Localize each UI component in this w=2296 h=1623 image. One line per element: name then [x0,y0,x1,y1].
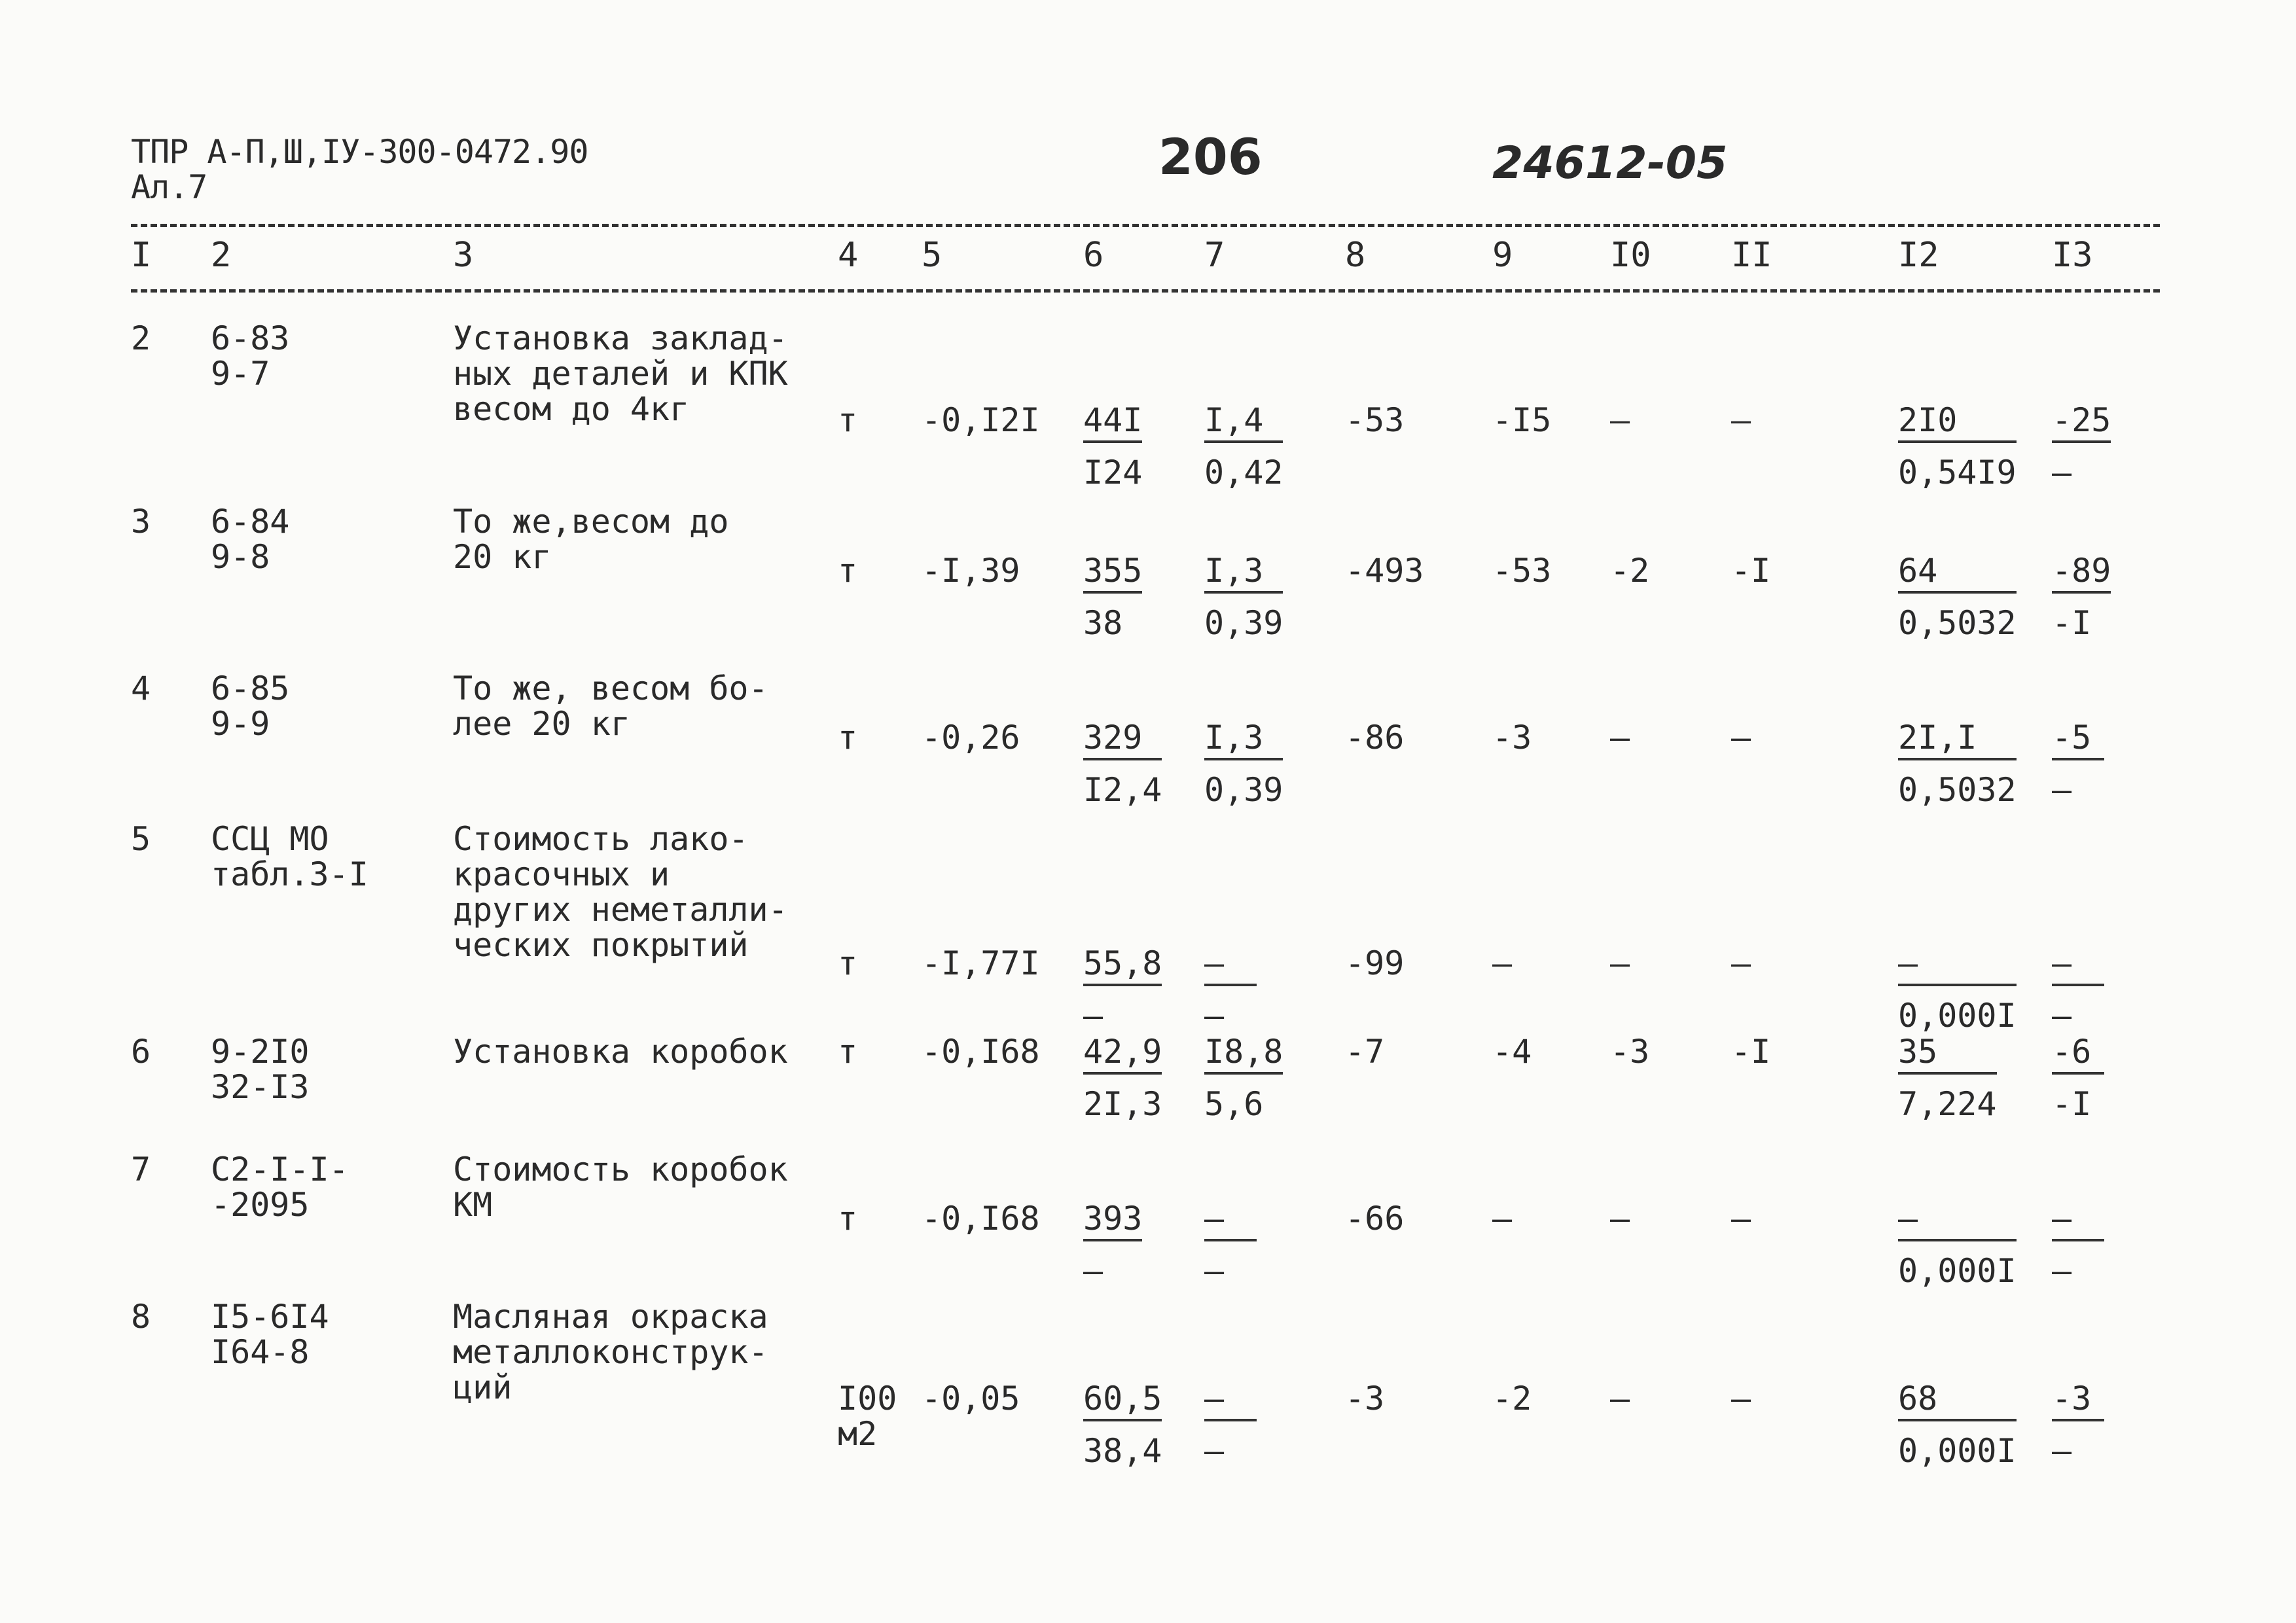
column-number: I3 [2052,236,2093,275]
row-code-line: 6-83 [211,319,290,357]
row-description-line: других неметалли- [453,891,788,929]
row-code [211,321,289,391]
row-col6 [1083,402,1142,490]
row-col6-denominator: 38,4 [1083,1432,1162,1470]
row-col7-numerator: I,3 [1204,553,1283,594]
column-number: 6 [1083,236,1104,275]
row-col6-numerator: 44I [1083,402,1142,443]
row-col9: -53 [1492,552,1552,590]
row-col6 [1083,553,1142,641]
column-number: 4 [838,236,859,275]
row-description-line: весом до 4кг [453,390,690,428]
column-number: 2 [211,236,232,275]
row-unit-line: т [838,944,858,982]
column-number: II [1731,236,1772,275]
row-quantity: -0,I68 [922,1200,1040,1238]
row-col7-numerator: – [1204,1201,1257,1241]
row-col9: -2 [1492,1380,1532,1418]
row-col12-numerator: 35 [1898,1034,1997,1075]
row-unit [838,946,857,981]
row-col13-numerator: -89 [2052,553,2111,594]
row-col11: – [1731,401,1751,439]
row-col7-numerator: I,3 [1204,720,1283,760]
row-unit [838,1381,897,1452]
row-col6-denominator: – [1083,997,1103,1035]
row-unit-line: т [838,401,858,439]
row-col7-denominator: 5,6 [1204,1085,1264,1123]
row-number: 4 [131,669,151,707]
row-col13-numerator: -25 [2052,402,2111,443]
row-description-line: Стоимость лако- [453,820,749,858]
row-code-line: табл.3-I [211,855,368,893]
doc-code [131,134,588,205]
row-col6 [1083,1381,1162,1469]
row-unit-line: т [838,719,858,757]
row-col13-denominator: – [2052,1252,2072,1290]
row-quantity: -I,39 [922,552,1020,590]
row-col10: – [1610,944,1630,982]
row-col8: -66 [1345,1200,1405,1238]
row-col10: -2 [1610,552,1650,590]
column-number: 7 [1204,236,1225,275]
row-col12-numerator: 64 [1898,553,2017,594]
row-number: 3 [131,503,151,541]
row-code-line: I64-8 [211,1333,310,1371]
row-description-line: металлоконструк- [453,1333,768,1371]
row-col13-denominator: -I [2052,1085,2092,1123]
column-number: 8 [1345,236,1366,275]
row-col8: -53 [1345,401,1405,439]
row-code [211,1152,349,1222]
row-col13-denominator: – [2052,454,2072,491]
row-quantity: -I,77I [922,944,1040,982]
row-unit [838,1034,857,1069]
row-col12-numerator: 68 [1898,1381,2017,1421]
column-number: 9 [1492,236,1513,275]
row-col6-numerator: 60,5 [1083,1381,1162,1421]
column-number: 5 [922,236,942,275]
row-col7 [1204,946,1257,1033]
row-description-line: Масляная окраска [453,1298,768,1336]
row-description [453,821,788,963]
row-code-line: 9-2I0 [211,1033,310,1071]
row-col12 [1898,402,2017,490]
row-code-line: 9-8 [211,538,270,576]
row-description-line: То же, весом бо- [453,669,768,707]
column-number: I0 [1610,236,1651,275]
row-unit-line: т [838,1200,858,1238]
row-col11: – [1731,1200,1751,1238]
row-col6-numerator: 355 [1083,553,1142,594]
row-description-line: То же,весом до [453,503,729,541]
row-col12 [1898,1034,1997,1122]
row-col8: -493 [1345,552,1424,590]
column-number: 3 [453,236,474,275]
row-col7-denominator: 0,42 [1204,454,1283,491]
row-col12 [1898,1201,2017,1289]
row-col7 [1204,553,1283,641]
row-description-line: Стоимость коробок [453,1150,788,1188]
row-col11: -I [1731,552,1771,590]
row-unit-line: т [838,1033,858,1071]
row-col6-numerator: 55,8 [1083,946,1162,986]
row-col7 [1204,402,1283,490]
row-code [211,821,368,892]
row-number: 7 [131,1150,151,1188]
row-description [453,671,768,741]
row-col7-denominator: 0,39 [1204,771,1283,809]
row-col11: – [1731,1380,1751,1418]
handwritten-code: 24612-05 [1492,137,1728,189]
row-col7 [1204,1381,1257,1469]
row-col12-denominator: 0,5032 [1898,604,2017,642]
row-code-line: 9-9 [211,705,270,743]
row-unit [838,720,857,755]
row-col7-numerator: I8,8 [1204,1034,1283,1075]
row-col6-denominator: 38 [1083,604,1123,642]
row-col11: – [1731,719,1751,757]
row-col13 [2052,720,2104,808]
row-code-line: С2-I-I- [211,1150,349,1188]
row-description-line: Установка коробок [453,1033,788,1071]
row-col13-numerator: – [2052,946,2104,986]
row-col7-numerator: – [1204,1381,1257,1421]
row-col9: -I5 [1492,401,1552,439]
row-col6-numerator: 42,9 [1083,1034,1162,1075]
row-number: 8 [131,1298,151,1336]
row-col8: -3 [1345,1380,1385,1418]
row-col6 [1083,1034,1162,1122]
doc-code-line2: Ал.7 [131,168,207,206]
row-col6-denominator: 2I,3 [1083,1085,1162,1123]
row-quantity: -0,26 [922,719,1020,757]
row-col6-denominator: I2,4 [1083,771,1162,809]
row-description-line: лее 20 кг [453,705,630,743]
row-quantity: -0,05 [922,1380,1020,1418]
row-unit [838,553,857,588]
row-number: 6 [131,1033,151,1071]
row-col6 [1083,946,1162,1033]
row-code-line: -2095 [211,1186,310,1224]
row-col12-numerator: – [1898,1201,2017,1241]
row-code-line: 6-85 [211,669,290,707]
row-unit-line: м2 [838,1415,878,1453]
row-col13-denominator: – [2052,1432,2072,1470]
row-col13 [2052,1201,2104,1289]
row-col13 [2052,1381,2104,1469]
row-col6-numerator: 393 [1083,1201,1142,1241]
row-description-line: 20 кг [453,538,552,576]
column-number: I [131,236,152,275]
row-code-line: 6-84 [211,503,290,541]
row-description [453,321,788,427]
row-col12 [1898,1381,2017,1469]
row-description-line: ций [453,1368,512,1406]
row-col12-denominator: 7,224 [1898,1085,1997,1123]
row-col7-denominator: – [1204,997,1225,1035]
row-col8: -86 [1345,719,1405,757]
row-col12-denominator: 0,000I [1898,997,2017,1035]
row-col6 [1083,1201,1142,1289]
row-description-line: ческих покрытий [453,926,749,964]
row-col7 [1204,1034,1283,1122]
row-code [211,1034,310,1105]
row-col9: – [1492,1200,1513,1238]
row-number: 5 [131,820,151,858]
row-col7-denominator: 0,39 [1204,604,1283,642]
column-number: I2 [1898,236,1939,275]
row-col10: – [1610,401,1630,439]
row-unit [838,402,857,438]
row-col13 [2052,553,2111,641]
row-col13-numerator: -3 [2052,1381,2104,1421]
row-col7 [1204,720,1283,808]
row-col10: – [1610,719,1630,757]
row-col7-numerator: – [1204,946,1257,986]
row-col13-denominator: -I [2052,604,2092,642]
row-col13-numerator: -5 [2052,720,2104,760]
row-description [453,1034,788,1069]
row-description [453,504,728,575]
row-col10: – [1610,1380,1630,1418]
row-col12-denominator: 0,000I [1898,1432,2017,1470]
row-col12 [1898,946,2017,1033]
row-code [211,504,289,575]
row-col12-denominator: 0,54I9 [1898,454,2017,491]
row-col7-denominator: – [1204,1432,1225,1470]
row-description-line: Установка заклад- [453,319,788,357]
row-code [211,1299,329,1370]
row-col10: – [1610,1200,1630,1238]
row-col12-denominator: 0,5032 [1898,771,2017,809]
row-col8: -7 [1345,1033,1385,1071]
row-unit-line: I00 [838,1380,897,1418]
row-code-line: 32-I3 [211,1068,310,1106]
row-number: 2 [131,319,151,357]
row-col13-denominator: – [2052,997,2072,1035]
header-rule-top [131,224,2160,227]
row-col12 [1898,720,2017,808]
row-col6-numerator: 329 [1083,720,1162,760]
row-col8: -99 [1345,944,1405,982]
row-code-line: 9-7 [211,355,270,393]
row-quantity: -0,I68 [922,1033,1040,1071]
row-col13 [2052,1034,2104,1122]
doc-code-line1: ТПР А-П,Ш,IУ-300-0472.90 [131,133,588,171]
row-col13 [2052,402,2111,490]
row-unit [838,1201,857,1236]
row-description-line: ных деталей и КПК [453,355,788,393]
row-col9: -4 [1492,1033,1532,1071]
row-unit-line: т [838,552,858,590]
row-col7-numerator: I,4 [1204,402,1283,443]
row-col13 [2052,946,2104,1033]
row-col13-numerator: – [2052,1201,2104,1241]
row-col6-denominator: I24 [1083,454,1143,491]
row-col12-numerator: – [1898,946,2017,986]
row-col12-denominator: 0,000I [1898,1252,2017,1290]
header-rule-bottom [131,289,2160,293]
row-description [453,1152,788,1222]
row-col9: – [1492,944,1513,982]
row-col6 [1083,720,1162,808]
row-col13-numerator: -6 [2052,1034,2104,1075]
row-col11: – [1731,944,1751,982]
row-col7-denominator: – [1204,1252,1225,1290]
row-code-line: ССЦ МО [211,820,329,858]
row-description-line: красочных и [453,855,670,893]
row-description [453,1299,768,1405]
row-col6-denominator: – [1083,1252,1103,1290]
row-col12-numerator: 2I,I [1898,720,2017,760]
page-number: 206 [1158,128,1263,186]
row-description-line: КМ [453,1186,493,1224]
row-col11: -I [1731,1033,1771,1071]
row-code-line: I5-6I4 [211,1298,329,1336]
row-col13-denominator: – [2052,771,2072,809]
row-code [211,671,289,741]
row-col12-numerator: 2I0 [1898,402,2017,443]
row-col9: -3 [1492,719,1532,757]
row-col12 [1898,553,2017,641]
row-col7 [1204,1201,1257,1289]
row-quantity: -0,I2I [922,401,1040,439]
row-col10: -3 [1610,1033,1650,1071]
